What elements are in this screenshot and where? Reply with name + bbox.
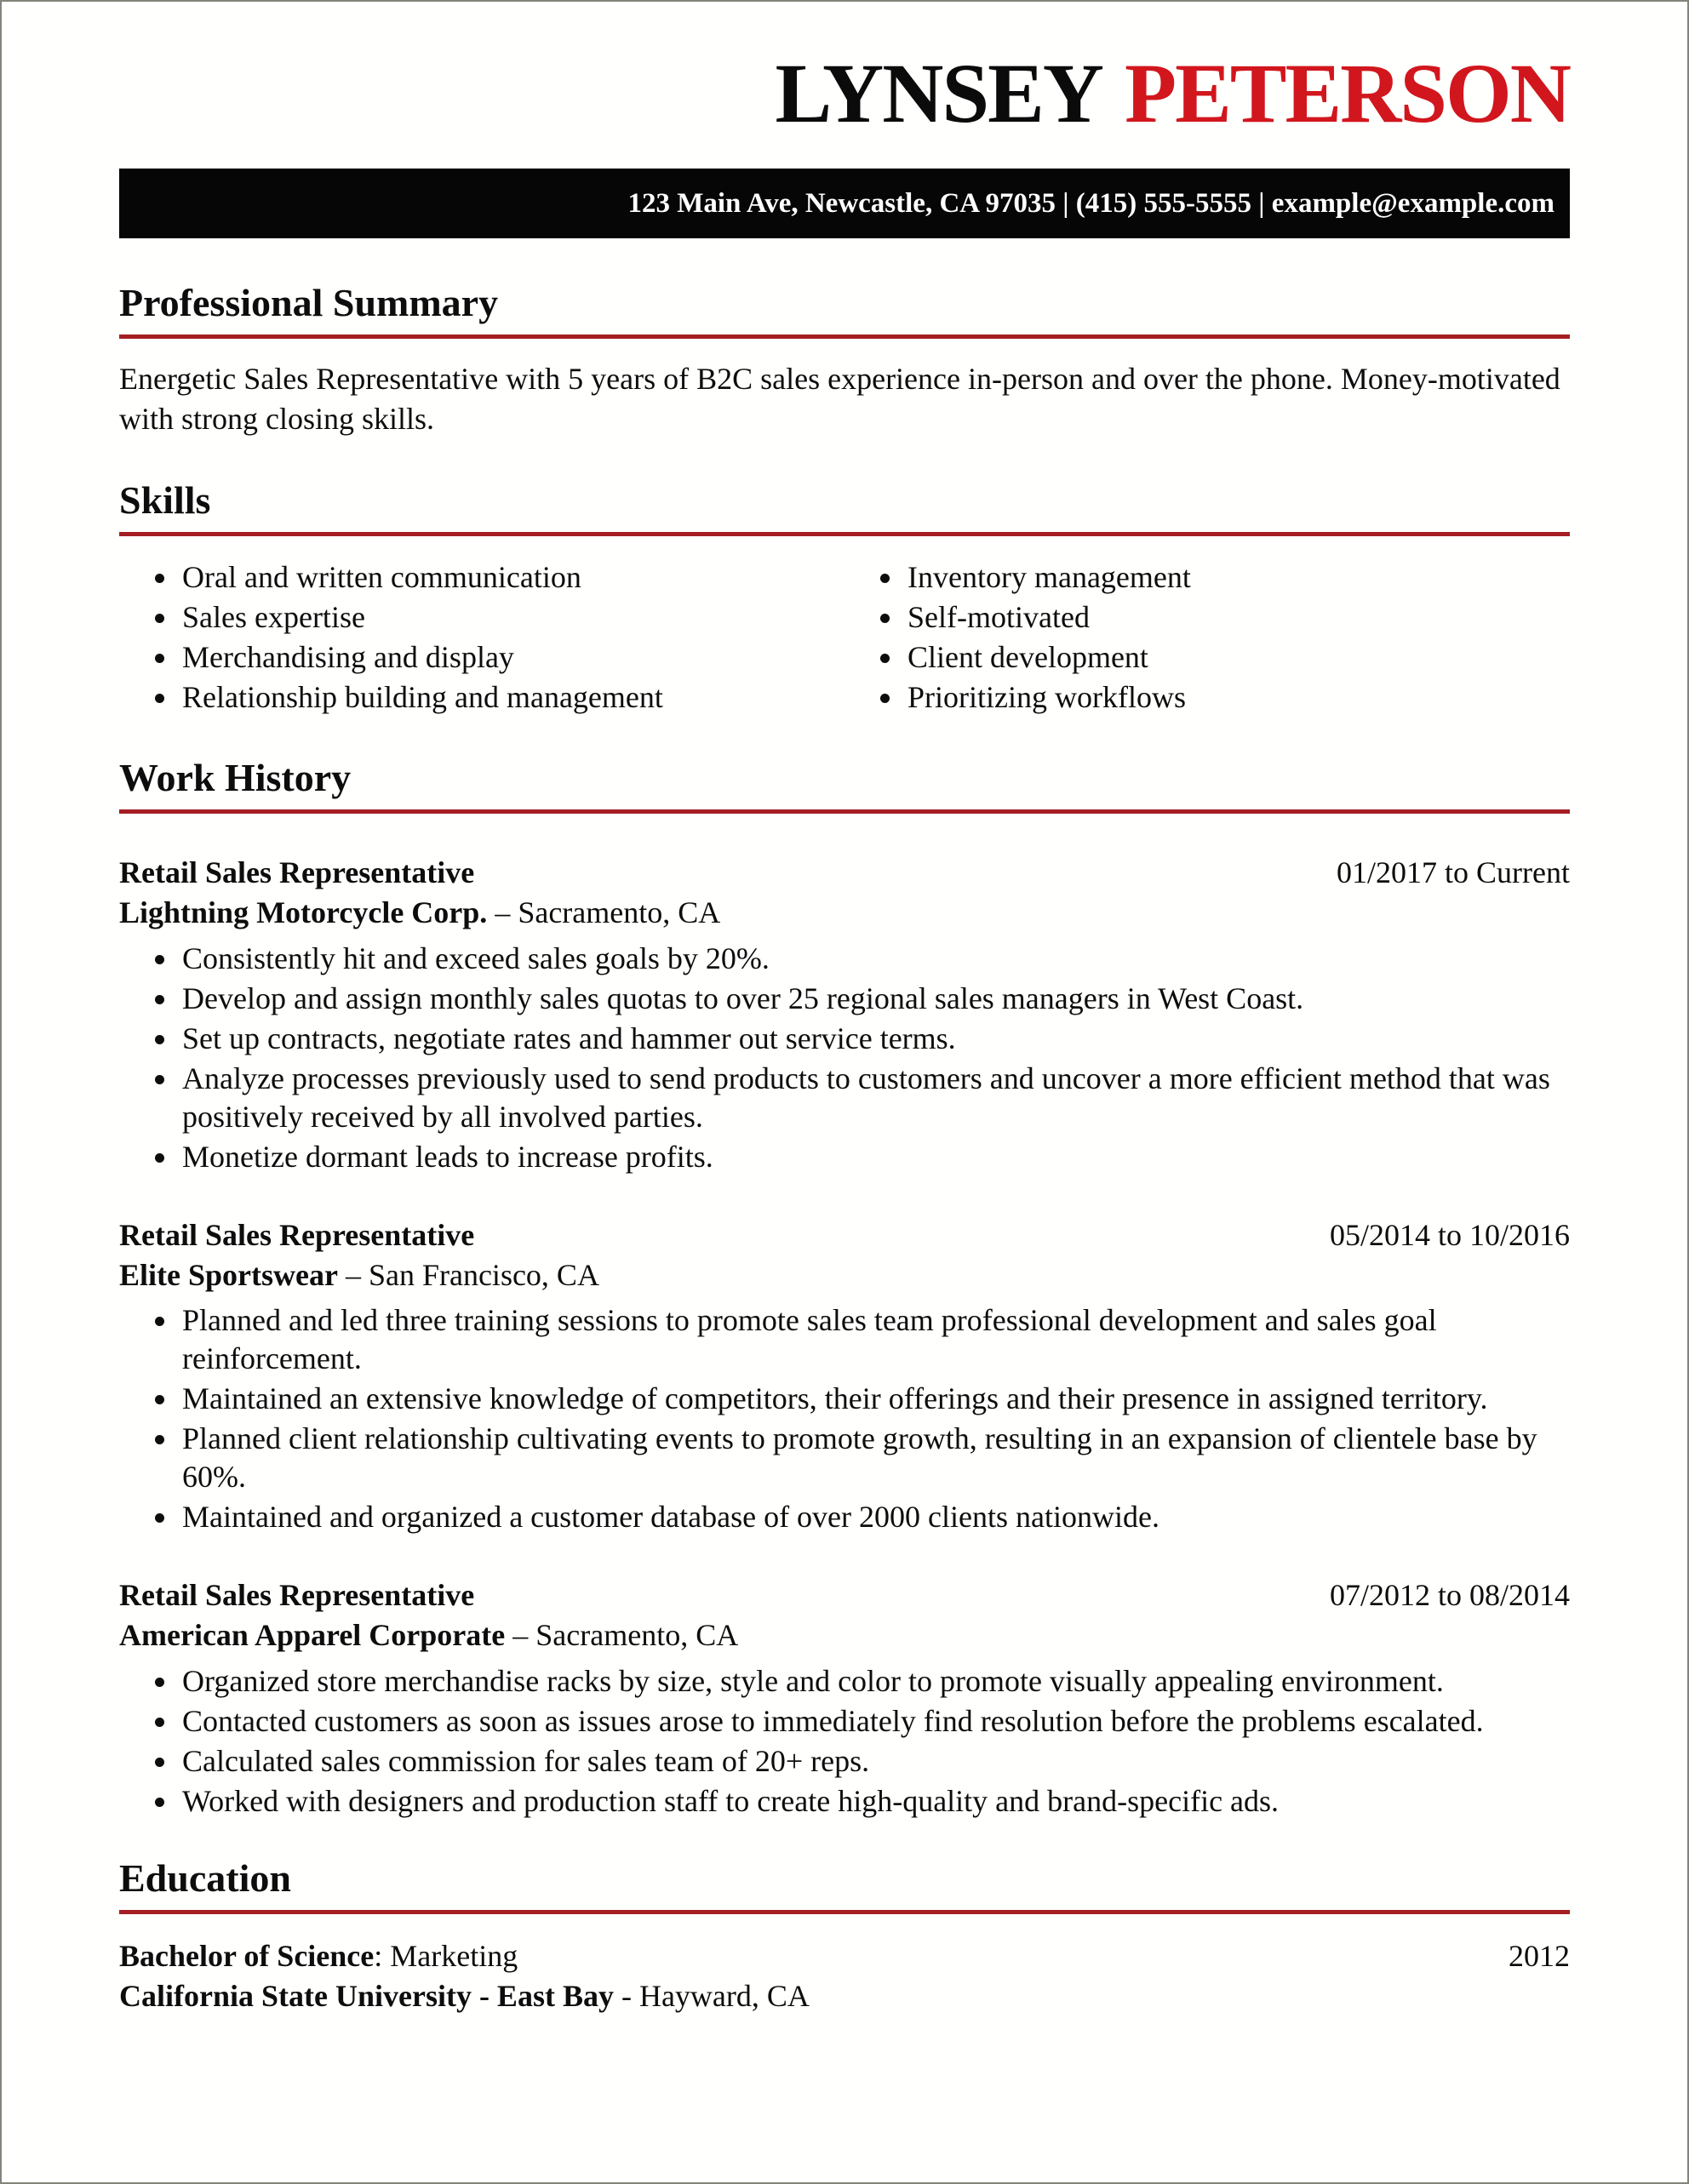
skill-item: • Inventory management [904, 558, 1570, 597]
skill-item: • Sales expertise [179, 598, 844, 637]
job-dates: 01/2017 to Current [1337, 855, 1570, 890]
skill-item: • Client development [904, 638, 1570, 677]
job-dates: 07/2012 to 08/2014 [1329, 1578, 1570, 1613]
section-rule [119, 334, 1570, 339]
job-bullets [119, 1301, 1570, 1536]
job-bullet: • Develop and assign monthly sales quotas to over 25 regional sales managers in West Coast. [179, 980, 1570, 1018]
job-company-line [119, 1615, 1570, 1655]
job-company: Lightning Motorcycle Corp. [119, 895, 488, 929]
job-bullet: • Consistently hit and exceed sales goals by 20%. [179, 940, 1570, 978]
education-degree: Bachelor of Science [119, 1939, 375, 1974]
section-professional-summary [119, 279, 1570, 439]
job-dates: 05/2014 to 10/2016 [1329, 1217, 1570, 1252]
job-bullet: • Planned and led three training sessions to promote sales team professional development and sales goal reinforcement. [179, 1301, 1570, 1378]
candidate-first-name: LYNSEY [775, 46, 1102, 140]
job-location: – Sacramento, CA [487, 895, 721, 929]
job-title: Retail Sales Representative [119, 1217, 475, 1252]
education-degree-line [119, 1936, 518, 1976]
education-school: California State University - East Bay [119, 1978, 614, 2013]
job-bullet: • Contacted customers as soon as issues arose to immediately find resolution before the problems escalated. [179, 1702, 1570, 1741]
job-company: Elite Sportswear [119, 1257, 338, 1292]
job-bullet: • Organized store merchandise racks by size, style and color to promote visually appealing environment. [179, 1662, 1570, 1701]
contact-line: 123 Main Ave, Newcastle, CA 97035 | (415) 555-5555 | example@example.com [627, 188, 1554, 219]
job-head [119, 1215, 1570, 1255]
section-title-education: Education [119, 1855, 291, 1900]
education-year: 2012 [1509, 1939, 1570, 1974]
summary-text: Energetic Sales Representative with 5 years of B2C sales experience in-person and over the phone. Money-motivated with strong closing skills. [119, 362, 1560, 436]
job-head [119, 1575, 1570, 1615]
section-title-professional-summary: Professional Summary [119, 281, 499, 324]
job-bullets [119, 940, 1570, 1176]
job-bullet: • Analyze processes previously used to send products to customers and uncover a more efficient method that was positively received by all involved parties. [179, 1060, 1570, 1136]
job-head [119, 853, 1570, 893]
section-work-history [119, 754, 1570, 1821]
job-location: – San Francisco, CA [337, 1257, 599, 1292]
contact-bar [119, 169, 1570, 238]
section-title-skills: Skills [119, 477, 211, 522]
job-bullets [119, 1662, 1570, 1821]
education-school-location: - Hayward, CA [613, 1978, 810, 2013]
section-title-work-history: Work History [119, 755, 352, 799]
job-bullet: • Maintained and organized a customer database of over 2000 clients nationwide. [179, 1498, 1570, 1536]
job-company-line [119, 893, 1570, 933]
skills-grid [119, 558, 1570, 718]
skill-item: • Self-motivated [904, 598, 1570, 637]
job-bullet: • Worked with designers and production staff to create high-quality and brand-specific ads. [179, 1782, 1570, 1821]
job-bullet: • Set up contracts, negotiate rates and hammer out service terms. [179, 1020, 1570, 1058]
job-bullet: • Maintained an extensive knowledge of competitors, their offerings and their presence in assigned territory. [179, 1380, 1570, 1418]
education-degree-row [119, 1936, 1570, 1976]
job-entry [119, 853, 1570, 1176]
candidate-last-name: PETERSON [1124, 46, 1570, 140]
job-company-line [119, 1255, 1570, 1295]
section-skills [119, 477, 1570, 718]
education-field: : Marketing [374, 1939, 518, 1974]
job-entry [119, 1215, 1570, 1537]
job-company: American Apparel Corporate [119, 1618, 506, 1653]
job-bullet: • Planned client relationship cultivating events to promote growth, resulting in an expansion of clientele base by 60%. [179, 1420, 1570, 1496]
section-rule [119, 1910, 1570, 1914]
skill-item: • Relationship building and management [179, 678, 844, 717]
job-title: Retail Sales Representative [119, 1578, 475, 1613]
skill-item: • Oral and written communication [179, 558, 844, 597]
skill-item: • Merchandising and display [179, 638, 844, 677]
job-bullet: • Monetize dormant leads to increase profits. [179, 1138, 1570, 1176]
job-bullet: • Calculated sales commission for sales team of 20+ reps. [179, 1742, 1570, 1781]
skills-column-right [844, 558, 1570, 718]
section-rule [119, 809, 1570, 814]
skill-item: • Prioritizing workflows [904, 678, 1570, 717]
section-rule [119, 532, 1570, 536]
candidate-name [119, 46, 1570, 141]
education-school-line [119, 1976, 1570, 2016]
section-education [119, 1855, 1570, 2016]
job-location: – Sacramento, CA [505, 1618, 739, 1653]
skills-column-left [119, 558, 844, 718]
job-entry [119, 1575, 1570, 1821]
job-title: Retail Sales Representative [119, 855, 475, 890]
